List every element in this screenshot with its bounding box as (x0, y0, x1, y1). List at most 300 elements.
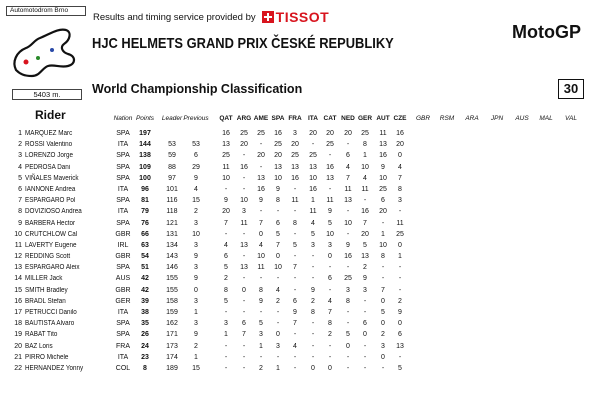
race-points-cell: 13 (291, 163, 299, 171)
race-points-cell: 6 (381, 197, 385, 205)
classification-title: World Championship Classification (92, 82, 303, 96)
race-points-cell: 1 (259, 342, 263, 350)
race-points-cell: - (363, 342, 367, 350)
race-points-cell: 8 (363, 141, 367, 149)
previous-gap-cell: 9 (194, 253, 198, 261)
points-cell: 79 (141, 208, 149, 216)
circuit-length: 5403 m. (12, 89, 82, 100)
rider-name-cell: HERNANDEZ Yonny (25, 364, 84, 372)
race-points-cell: - (311, 342, 315, 350)
race-points-cell: 2 (311, 297, 315, 305)
race-points-cell: - (328, 342, 332, 350)
nation-cell: ITA (117, 353, 129, 361)
leader-column-header: Leader (161, 115, 183, 122)
race-points-cell: - (242, 230, 246, 238)
table-row (10, 352, 596, 363)
points-cell: 144 (139, 141, 151, 149)
previous-column-header: Previous (183, 115, 209, 122)
race-points-cell: 7 (259, 219, 263, 227)
race-points-cell: - (293, 353, 297, 361)
previous-gap-cell: 15 (192, 197, 200, 205)
nation-cell: GER (115, 297, 131, 305)
race-points-cell: 7 (363, 219, 367, 227)
race-points-cell: 10 (222, 174, 230, 182)
nation-cell: ITA (117, 141, 129, 149)
race-points-cell: 6 (276, 219, 280, 227)
previous-gap-cell: 2 (194, 208, 198, 216)
race-points-cell: 20 (309, 130, 317, 137)
race-points-cell: 10 (257, 253, 265, 261)
race-points-cell: - (242, 152, 246, 160)
race-column-header-aut: AUT (376, 115, 390, 122)
race-points-cell: - (363, 353, 367, 361)
nation-cell: SPA (116, 197, 130, 205)
race-points-cell: 0 (276, 253, 280, 261)
race-points-cell: - (311, 264, 315, 272)
race-points-cell: 5 (381, 309, 385, 316)
race-points-cell: 10 (344, 219, 352, 227)
rider-name-cell: LAVERTY Eugene (25, 241, 77, 249)
race-points-cell: 16 (257, 185, 265, 193)
race-points-cell: 11 (361, 185, 369, 193)
leader-gap-cell: 131 (166, 230, 178, 238)
table-row (10, 150, 596, 161)
race-points-cell: - (398, 264, 402, 272)
race-points-cell: 13 (361, 253, 369, 261)
table-row (10, 329, 596, 340)
race-points-cell: 5 (346, 331, 350, 339)
table-row (10, 218, 596, 229)
position-cell: 15 (14, 286, 22, 294)
race-column-header-fra: FRA (288, 115, 302, 122)
race-points-cell: - (276, 275, 280, 283)
race-points-cell: - (346, 353, 350, 361)
race-points-cell: 20 (361, 230, 369, 238)
position-cell: 4 (18, 163, 22, 171)
race-points-cell: - (311, 275, 315, 283)
race-points-cell: 11 (257, 264, 265, 272)
race-points-cell: - (293, 185, 297, 193)
race-points-cell: - (381, 219, 385, 227)
previous-gap-cell: 4 (194, 185, 198, 193)
race-points-cell: 4 (224, 241, 228, 249)
race-points-cell: 13 (274, 163, 282, 171)
race-points-cell: 9 (311, 286, 315, 294)
points-cell: 66 (141, 230, 149, 238)
leader-gap-cell: 173 (166, 342, 178, 350)
position-cell: 5 (18, 174, 22, 182)
race-points-cell: 11 (240, 219, 248, 227)
leader-gap-cell: 155 (166, 275, 178, 283)
race-points-cell: 0 (276, 331, 280, 339)
race-points-cell: 9 (259, 197, 263, 205)
race-points-cell: 5 (224, 264, 228, 272)
points-cell: 138 (139, 152, 151, 160)
table-row (10, 206, 596, 217)
position-cell: 3 (18, 152, 22, 160)
race-points-cell: - (311, 353, 315, 361)
previous-gap-cell: 1 (194, 309, 198, 316)
event-title: HJC HELMETS GRAND PRIX ČESKÉ REPUBLIKY (92, 35, 394, 52)
race-points-cell: 11 (396, 219, 404, 227)
race-points-cell: 7 (293, 320, 297, 328)
race-points-cell: - (346, 230, 350, 238)
race-points-cell: 3 (276, 342, 280, 350)
race-points-cell: 3 (293, 130, 297, 137)
leader-gap-cell: 155 (166, 286, 178, 294)
race-points-cell: 11 (344, 185, 352, 193)
race-points-cell: 2 (363, 264, 367, 272)
leader-gap-cell: 97 (168, 174, 176, 182)
race-points-cell: 10 (326, 230, 334, 238)
race-points-cell: 7 (242, 331, 246, 339)
leader-gap-cell: 143 (166, 253, 178, 261)
table-row (10, 307, 596, 318)
race-points-cell: 8 (381, 253, 385, 261)
race-points-cell: 20 (291, 141, 299, 149)
race-points-cell: 8 (398, 185, 402, 193)
points-cell: 38 (141, 309, 149, 316)
nation-cell: IRL (117, 241, 129, 249)
race-points-cell: 4 (363, 174, 367, 182)
race-points-cell: 2 (224, 275, 228, 283)
circuit-box (6, 6, 86, 100)
nation-cell: ITA (117, 185, 129, 193)
race-points-cell: 0 (311, 364, 315, 372)
points-cell: 35 (141, 320, 149, 328)
rider-name-cell: BAZ Loris (25, 342, 53, 350)
table-row (10, 173, 596, 184)
rider-name-cell: IANNONE Andrea (25, 185, 76, 193)
race-points-cell: 16 (344, 253, 352, 261)
race-column-header-arg: ARG (236, 115, 252, 122)
race-points-cell: 13 (344, 197, 352, 205)
race-points-cell: 3 (259, 331, 263, 339)
rider-name-cell: SMITH Bradley (25, 286, 68, 294)
race-column-header-ame: AME (253, 115, 269, 122)
position-cell: 22 (14, 364, 22, 372)
table-row (10, 195, 596, 206)
rider-name-cell: PIRRO Michele (25, 353, 69, 361)
nation-cell: AUS (115, 275, 131, 283)
race-points-cell: 10 (379, 174, 387, 182)
previous-gap-cell: 9 (194, 174, 198, 182)
nation-cell: SPA (116, 152, 130, 160)
race-points-cell: - (346, 141, 350, 149)
race-points-cell: 6 (363, 320, 367, 328)
race-points-cell: 5 (328, 219, 332, 227)
race-points-cell: - (311, 331, 315, 339)
table-row (10, 285, 596, 296)
race-points-cell: 20 (222, 208, 230, 216)
race-points-cell: 10 (240, 197, 248, 205)
race-points-cell: 7 (398, 174, 402, 182)
race-points-cell: - (311, 253, 315, 261)
race-points-cell: - (328, 152, 332, 160)
points-cell: 76 (141, 219, 149, 227)
race-points-cell: 0 (346, 342, 350, 350)
race-points-cell: 11 (379, 130, 387, 137)
race-points-cell: - (276, 320, 280, 328)
table-row (10, 251, 596, 262)
race-points-cell: - (346, 320, 350, 328)
previous-gap-cell: 2 (194, 342, 198, 350)
nation-cell: SPA (116, 174, 130, 182)
race-points-cell: 8 (276, 197, 280, 205)
race-points-cell: 16 (379, 152, 387, 160)
rider-name-cell: PEDROSA Dani (25, 163, 71, 171)
rider-name-cell: MILLER Jack (25, 275, 63, 283)
race-points-cell: 9 (363, 275, 367, 283)
race-points-cell: 25 (379, 185, 387, 193)
race-points-cell: 0 (328, 364, 332, 372)
race-points-cell: - (276, 309, 280, 316)
race-points-cell: 13 (326, 174, 334, 182)
race-points-cell: 7 (224, 219, 228, 227)
race-points-cell: 6 (293, 297, 297, 305)
race-points-cell: 9 (398, 309, 402, 316)
race-points-cell: - (363, 364, 367, 372)
race-points-cell: 0 (398, 241, 402, 249)
race-column-header-rsm: RSM (439, 115, 455, 122)
rider-name-cell: REDDING Scott (25, 253, 71, 261)
nation-cell: GBR (115, 286, 131, 294)
race-points-cell: - (242, 353, 246, 361)
race-points-cell: 9 (259, 297, 263, 305)
race-points-cell: 1 (363, 152, 367, 160)
race-points-cell: - (293, 286, 297, 294)
race-points-cell: - (242, 185, 246, 193)
race-points-cell: 9 (328, 208, 332, 216)
rider-name-cell: RABAT Tito (25, 331, 58, 339)
race-points-cell: 2 (276, 297, 280, 305)
race-points-cell: 13 (257, 174, 265, 182)
previous-gap-cell: 15 (192, 364, 200, 372)
race-points-cell: 20 (274, 152, 282, 160)
points-column-header: Points (135, 115, 155, 122)
table-row (10, 184, 596, 195)
position-cell: 21 (14, 353, 22, 361)
table-row (10, 296, 596, 307)
race-points-cell: - (293, 331, 297, 339)
race-points-cell: 13 (222, 141, 230, 149)
leader-gap-cell: 121 (166, 219, 178, 227)
race-points-cell: 10 (309, 174, 317, 182)
race-points-cell: 3 (311, 241, 315, 249)
previous-gap-cell: 1 (194, 353, 198, 361)
timing-header (93, 9, 329, 25)
race-points-cell: 4 (276, 286, 280, 294)
race-points-cell: 25 (309, 152, 317, 160)
position-cell: 18 (14, 320, 22, 328)
position-cell: 10 (14, 230, 22, 238)
race-points-cell: - (398, 275, 402, 283)
rider-name-cell: ROSSI Valentino (25, 141, 73, 149)
race-points-cell: 16 (396, 130, 404, 137)
race-points-cell: 2 (398, 297, 402, 305)
race-points-cell: 13 (396, 342, 404, 350)
race-points-cell: - (242, 364, 246, 372)
table-row (10, 139, 596, 150)
race-points-cell: 4 (259, 241, 263, 249)
table-row (10, 318, 596, 329)
race-points-cell: 10 (274, 264, 282, 272)
rider-name-cell: DOVIZIOSO Andrea (25, 208, 82, 216)
race-points-cell: 5 (398, 364, 402, 372)
race-points-cell: 8 (259, 286, 263, 294)
race-points-cell: 4 (328, 297, 332, 305)
race-points-cell: 3 (346, 286, 350, 294)
race-column-header-val: VAL (565, 115, 577, 122)
race-points-cell: 11 (309, 208, 317, 216)
nation-cell: FRA (116, 342, 130, 350)
table-row (10, 128, 596, 139)
race-points-cell: 6 (224, 253, 228, 261)
leader-gap-cell: 59 (168, 152, 176, 160)
previous-gap-cell: 3 (194, 219, 198, 227)
rider-name-cell: BAUTISTA Alvaro (25, 320, 75, 328)
race-points-cell: - (398, 353, 402, 361)
race-points-cell: 5 (311, 230, 315, 238)
race-points-cell: 16 (222, 130, 230, 137)
race-points-cell: 0 (259, 230, 263, 238)
nation-cell: SPA (116, 264, 130, 272)
previous-gap-cell: 3 (194, 264, 198, 272)
race-column-header-jpn: JPN (490, 115, 504, 122)
race-points-cell: - (259, 353, 263, 361)
race-points-cell: 1 (224, 331, 228, 339)
points-cell: 42 (141, 286, 149, 294)
previous-gap-cell: 53 (192, 141, 200, 149)
race-points-cell: 7 (276, 241, 280, 249)
race-points-cell: 25 (274, 141, 282, 149)
race-points-cell: 0 (381, 353, 385, 361)
race-points-cell: 8 (311, 309, 315, 316)
race-points-cell: - (363, 197, 367, 205)
race-points-cell: 6 (328, 275, 332, 283)
nation-cell: SPA (116, 320, 130, 328)
timing-text: Results and timing service provided by (93, 11, 256, 23)
leader-gap-cell: 88 (168, 163, 176, 171)
table-row (10, 162, 596, 173)
swiss-cross-icon (262, 11, 274, 23)
race-points-cell: 1 (311, 197, 315, 205)
race-points-cell: 20 (344, 130, 352, 137)
tissot-logo (262, 9, 330, 25)
race-points-cell: 4 (293, 342, 297, 350)
race-points-cell: 25 (396, 230, 404, 238)
race-column-header-ned: NED (341, 115, 355, 122)
race-points-cell: 7 (328, 309, 332, 316)
race-points-cell: - (242, 253, 246, 261)
points-cell: 81 (141, 197, 149, 205)
position-cell: 11 (14, 241, 22, 249)
circuit-name: Automotodrom Brno (6, 6, 86, 16)
race-points-cell: - (311, 320, 315, 328)
race-points-cell: 16 (240, 163, 248, 171)
race-points-cell: 25 (222, 152, 230, 160)
race-points-cell: 1 (276, 364, 280, 372)
race-column-header-mal: MAL (539, 115, 553, 122)
race-points-cell: 0 (242, 286, 246, 294)
race-points-cell: - (328, 264, 332, 272)
race-points-cell: 3 (242, 208, 246, 216)
leader-gap-cell: 116 (166, 197, 178, 205)
race-points-cell: - (398, 208, 402, 216)
race-points-cell: 9 (293, 309, 297, 316)
rider-name-cell: LORENZO Jorge (25, 152, 73, 160)
position-cell: 6 (18, 185, 22, 193)
race-points-cell: 6 (242, 320, 246, 328)
race-points-cell: 7 (346, 174, 350, 182)
race-points-cell: 6 (346, 152, 350, 160)
leader-gap-cell: 189 (166, 364, 178, 372)
race-points-cell: 0 (398, 152, 402, 160)
race-points-cell: 13 (309, 163, 317, 171)
points-cell: 26 (141, 331, 149, 339)
race-points-cell: 16 (326, 163, 334, 171)
race-points-cell: - (259, 208, 263, 216)
race-points-cell: - (293, 230, 297, 238)
race-points-cell: 20 (326, 130, 334, 137)
race-points-cell: - (363, 309, 367, 316)
points-cell: 8 (143, 364, 147, 372)
position-cell: 19 (14, 331, 22, 339)
race-points-cell: 20 (379, 208, 387, 216)
race-points-cell: 16 (309, 185, 317, 193)
sponsor-name: TISSOT (275, 9, 330, 25)
previous-gap-cell: 0 (194, 286, 198, 294)
race-points-cell: 3 (224, 320, 228, 328)
race-points-cell: 5 (293, 241, 297, 249)
race-points-cell: - (224, 353, 228, 361)
class-name: MotoGP (512, 22, 581, 42)
race-points-cell: - (346, 364, 350, 372)
race-points-cell: 10 (274, 174, 282, 182)
leader-gap-cell: 134 (166, 241, 178, 249)
position-cell: 17 (14, 309, 22, 316)
points-cell: 96 (141, 185, 149, 193)
race-points-cell: 0 (328, 253, 332, 261)
race-points-cell: - (259, 275, 263, 283)
race-points-cell: - (224, 309, 228, 316)
points-cell: 24 (141, 342, 149, 350)
race-points-cell: 2 (259, 364, 263, 372)
points-cell: 100 (139, 174, 151, 182)
rider-name-cell: BARBERA Hector (25, 219, 76, 227)
position-cell: 13 (14, 264, 22, 272)
nation-cell: SPA (116, 331, 130, 339)
race-points-cell: 9 (346, 241, 350, 249)
leader-gap-cell: 171 (166, 331, 178, 339)
nation-cell: SPA (116, 219, 130, 227)
race-points-cell: 25 (240, 130, 248, 137)
race-points-cell: - (293, 275, 297, 283)
position-cell: 14 (14, 275, 22, 283)
race-points-cell: - (293, 364, 297, 372)
race-column-header-ger: GER (357, 115, 373, 122)
race-points-cell: - (363, 297, 367, 305)
rider-name-cell: ESPARGARO Aleix (25, 264, 80, 272)
race-points-cell: 0 (381, 320, 385, 328)
points-cell: 51 (141, 264, 149, 272)
previous-gap-cell: 3 (194, 241, 198, 249)
race-points-cell: - (346, 309, 350, 316)
race-points-cell: 8 (224, 286, 228, 294)
race-column-header-gbr: GBR (415, 115, 431, 122)
race-column-header-cat: CAT (323, 115, 337, 122)
race-points-cell: 7 (381, 286, 385, 294)
